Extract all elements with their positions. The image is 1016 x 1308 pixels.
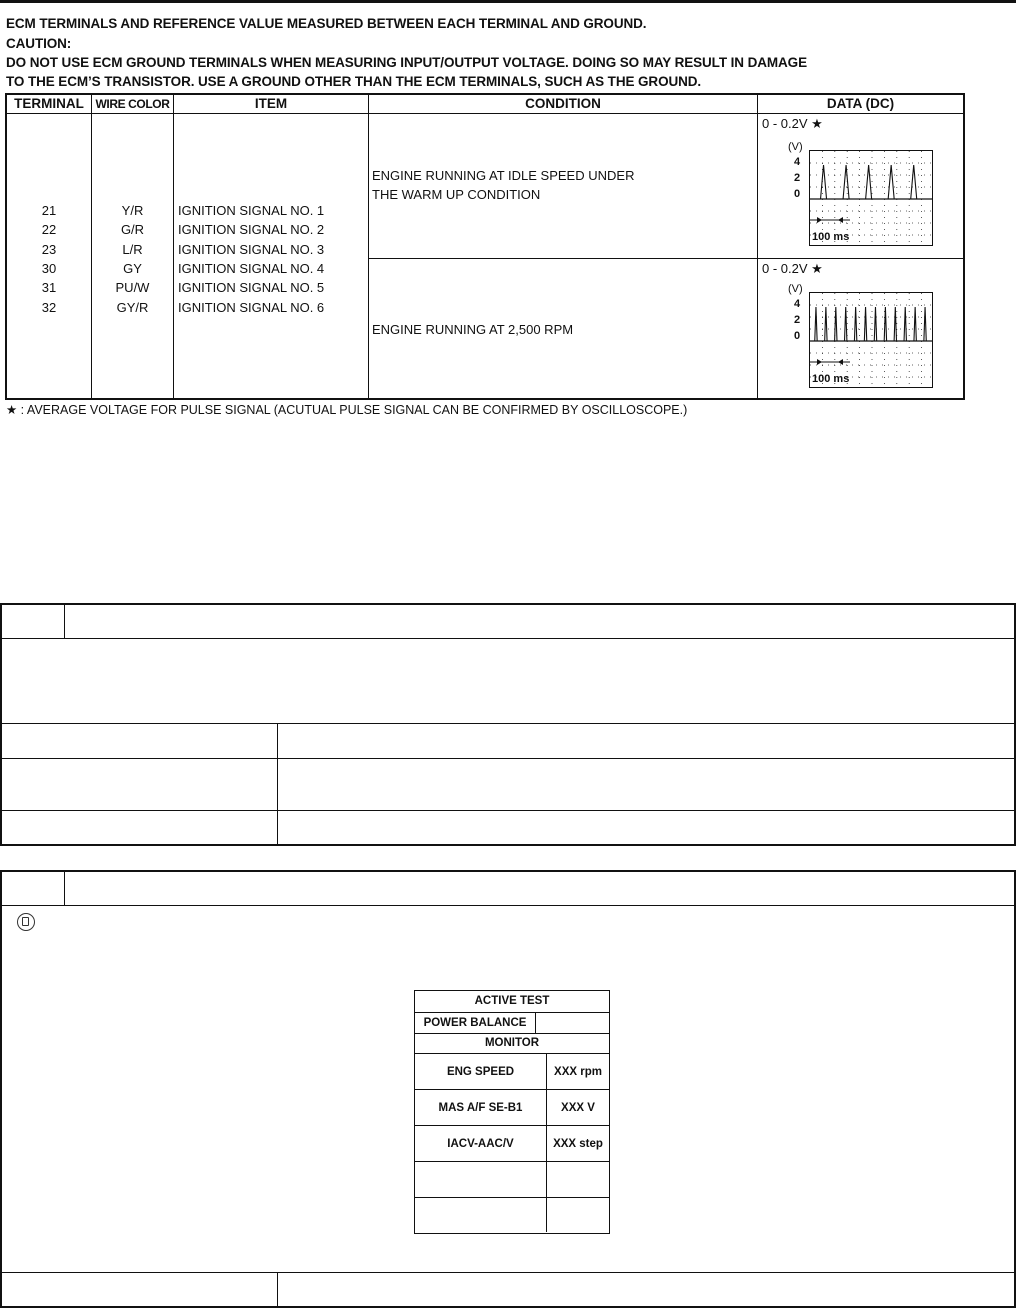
scope-tick: 2 (794, 172, 801, 184)
pulse-mark (866, 165, 872, 199)
header-terminal: TERMINAL (14, 96, 84, 111)
wire-color-cell: G/R (120, 222, 145, 238)
scope-unit: (V) (788, 141, 803, 153)
pulse-mark (835, 307, 837, 341)
item-cell: IGNITION SIGNAL NO. 6 (178, 299, 325, 315)
monitor-item-name: MAS A/F SE-B1 (438, 1101, 523, 1114)
monitor-row-empty (415, 1162, 609, 1198)
pulse-mark (924, 307, 926, 341)
terminal-table (5, 93, 965, 400)
cell-divider (546, 1198, 547, 1232)
data-value-idle: 0 - 0.2V ★ (762, 116, 823, 131)
col-divider (173, 95, 174, 398)
pulse-mark (904, 307, 906, 341)
scope-tick: 0 (794, 330, 801, 342)
row-divider (2, 1272, 1014, 1273)
monitor-item-name: IACV-AAC/V (447, 1137, 514, 1150)
row-divider (2, 758, 1014, 759)
monitor-item-value: XXX step (553, 1137, 603, 1150)
caution-label: CAUTION: (6, 36, 72, 51)
item-cell: IGNITION SIGNAL NO. 5 (178, 280, 325, 296)
monitor-row (415, 1054, 609, 1090)
scope-screen (809, 292, 933, 388)
row-divider (2, 810, 1014, 811)
ok-ng-divider (277, 723, 278, 844)
scope-time-div: 100 ms (812, 231, 850, 243)
power-balance-row (415, 1013, 609, 1034)
pulse-mark (815, 307, 817, 341)
item-cell: IGNITION SIGNAL NO. 3 (178, 241, 325, 257)
monitor-item-value: XXX V (561, 1101, 595, 1114)
header-wire-color: WIRE COLOR (95, 97, 170, 111)
arrow-head (838, 359, 843, 365)
monitor-row (415, 1126, 609, 1162)
scope-screen (809, 150, 933, 246)
scope-tick: 4 (794, 156, 801, 168)
terminal-cell: 30 (41, 260, 57, 276)
header-item: ITEM (254, 96, 288, 111)
row-divider (2, 723, 1014, 724)
scope-tick: 0 (794, 188, 801, 200)
wire-color-cell: Y/R (121, 203, 144, 218)
item-cell: IGNITION SIGNAL NO. 1 (178, 203, 325, 218)
active-test-title: ACTIVE TEST (415, 991, 609, 1013)
caution-line-1: DO NOT USE ECM GROUND TERMINALS WHEN MEASURING INPUT/OUTPUT VOLTAGE. DOING SO MAY RESULT IN DAMAGE (6, 55, 807, 70)
step-number-divider (64, 605, 65, 638)
footnote: ★ : AVERAGE VOLTAGE FOR PULSE SIGNAL (ACUTUAL PULSE SIGNAL CAN BE CONFIRMED BY OSCILLOSCOPE.) (6, 403, 688, 417)
monitor-item-name: ENG SPEED (446, 1065, 515, 1078)
terminal-cell: 22 (41, 222, 57, 238)
item-cell: IGNITION SIGNAL NO. 2 (178, 222, 325, 238)
monitor-item-value: XXX rpm (554, 1065, 602, 1078)
wire-color-cell: PU/W (115, 280, 150, 296)
pulse-mark (888, 165, 894, 199)
terminal-cell: 32 (41, 299, 57, 315)
monitor-row-empty (415, 1198, 609, 1232)
row-divider (2, 638, 1014, 639)
scope-time-div: 100 ms (812, 373, 850, 385)
terminal-cell: 31 (41, 280, 57, 296)
pulse-mark (874, 307, 876, 341)
pulse-mark (845, 307, 847, 341)
condition-idle-line2: THE WARM UP CONDITION (372, 187, 541, 202)
col-divider (757, 95, 758, 398)
condition-2500rpm: ENGINE RUNNING AT 2,500 RPM (372, 322, 574, 337)
header-data: DATA (DC) (826, 96, 895, 111)
section-title: ECM TERMINALS AND REFERENCE VALUE MEASURED BETWEEN EACH TERMINAL AND GROUND. (6, 16, 647, 31)
scope-unit: (V) (788, 283, 803, 295)
condition-idle-line1: ENGINE RUNNING AT IDLE SPEED UNDER (372, 168, 635, 183)
pulse-mark (914, 307, 916, 341)
col-divider (368, 95, 369, 398)
arrow-head (817, 359, 822, 365)
monitor-label: MONITOR (415, 1034, 609, 1054)
header-condition: CONDITION (525, 96, 601, 111)
cell-divider (546, 1162, 547, 1197)
ok-ng-divider (277, 1272, 278, 1306)
scope-tick: 4 (794, 298, 801, 310)
consult-tester-icon (17, 913, 35, 931)
arrow-head (817, 217, 822, 223)
top-rule (0, 0, 1016, 3)
pulse-mark (911, 165, 917, 199)
cell-divider (535, 1013, 536, 1033)
wire-color-cell: GY (123, 260, 142, 276)
pulse-mark (821, 165, 827, 199)
pulse-mark (884, 307, 886, 341)
pulse-mark (854, 307, 856, 341)
consult-screen (414, 990, 610, 1234)
pulse-mark (825, 307, 827, 341)
pulse-mark (843, 165, 849, 199)
terminal-cell: 23 (41, 241, 57, 257)
row-divider (2, 905, 1014, 906)
wire-color-cell: L/R (122, 241, 143, 257)
arrow-head (838, 217, 843, 223)
power-balance-label: POWER BALANCE (423, 1017, 527, 1029)
step-number-divider (64, 872, 65, 905)
pulse-mark (894, 307, 896, 341)
monitor-row (415, 1090, 609, 1126)
data-value-2500rpm: 0 - 0.2V ★ (762, 261, 823, 276)
pulse-mark (864, 307, 866, 341)
wire-color-cell: GY/R (116, 299, 149, 315)
caution-line-2: TO THE ECM’S TRANSISTOR. USE A GROUND OTHER THAN THE ECM TERMINALS, SUCH AS THE GROUND. (6, 74, 702, 89)
terminal-cell: 21 (41, 203, 57, 218)
item-cell: IGNITION SIGNAL NO. 4 (178, 260, 325, 276)
scope-tick: 2 (794, 314, 801, 326)
step-box-1 (0, 603, 1016, 846)
condition-divider (368, 258, 963, 259)
